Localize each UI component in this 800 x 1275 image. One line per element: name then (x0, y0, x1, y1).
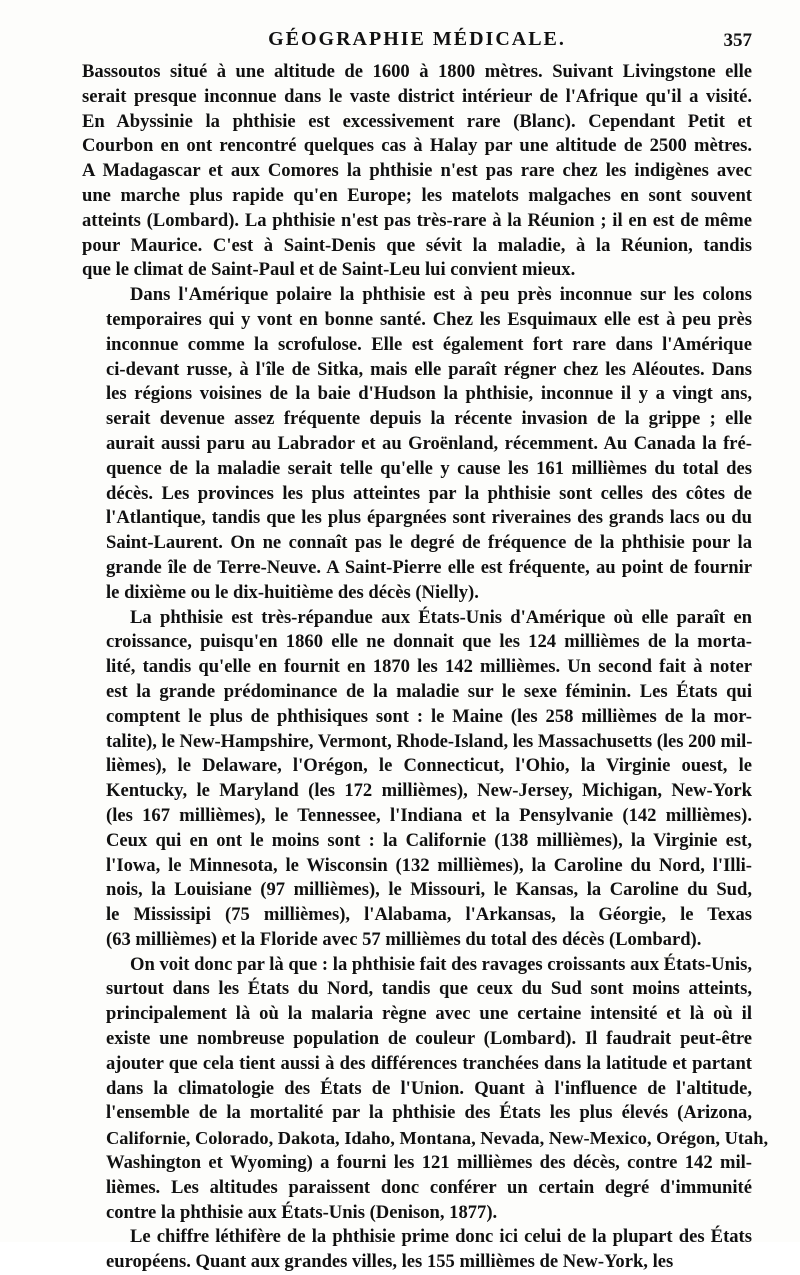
text-line: décès. Les provinces les plus atteintes par la phthisie sont celles des côtes de (106, 482, 752, 504)
paragraph (82, 606, 752, 953)
text-line: serait presque inconnue dans le vaste district intérieur de l'Afrique qu'il a visité. (82, 85, 752, 107)
text-line: l'ensemble de la mortalité par la phthisie des États les plus élevés (Arizona, (106, 1102, 752, 1124)
text-line: une marche plus rapide qu'en Europe; les matelots malgaches en sont souvent (82, 184, 752, 206)
text-line: le Mississipi (75 millièmes), l'Alabama, l'Arkansas, la Géorgie, le Texas (106, 904, 752, 926)
text-line: principalement là où la malaria règne avec une certaine intensité et là où il (106, 1003, 752, 1025)
text-line: La phthisie est très-répandue aux États-Unis d'Amérique où elle paraît en (130, 606, 752, 628)
text-line: lièmes), le Delaware, l'Orégon, le Connecticut, l'Ohio, la Virginie ouest, le (106, 755, 752, 777)
text-line: dans la climatologie des États de l'Union. Quant à l'influence de l'altitude, (106, 1077, 752, 1099)
text-line: lité, tandis qu'elle en fournit en 1870 les 142 millièmes. Un second fait à noter (106, 656, 752, 678)
text-line: est la grande prédominance de la maladie sur le sexe féminin. Les États qui (106, 680, 752, 702)
paragraph (82, 283, 752, 605)
text-line: temporaires qui y vont en bonne santé. Chez les Esquimaux elle est à peu près (106, 308, 752, 330)
page-number: 357 (723, 30, 752, 51)
text-line: ajouter que cela tient aussi à des différences tranchées dans la latitude et partant (106, 1052, 752, 1074)
text-line: lièmes. Les altitudes paraissent donc conférer un certain degré d'immunité (106, 1176, 752, 1198)
text-line: le dixième ou le dix-huitième des décès (Nielly). (106, 581, 479, 603)
text-line: ci-devant russe, à l'île de Sitka, mais elle paraît régner chez les Aléoutes. Dans (106, 358, 752, 380)
text-line: aurait aussi paru au Labrador et au Groënland, récemment. Au Canada la fré- (106, 432, 752, 454)
text-line: contre la phthisie aux États-Unis (Denison, 1877). (106, 1201, 498, 1223)
text-line: (les 167 millièmes), le Tennessee, l'Indiana et la Pensylvanie (142 millièmes). (106, 804, 752, 826)
text-line: (63 millièmes) et la Floride avec 57 millièmes du total des décès (Lombard). (106, 928, 702, 950)
text-line: On voit donc par là que : la phthisie fait des ravages croissants aux États-Unis, (130, 953, 752, 975)
paragraph (82, 953, 769, 1226)
text-line: serait devenue assez fréquente depuis la récente invasion de la grippe ; elle (106, 408, 752, 430)
text-line: Saint-Laurent. On ne connaît pas le degré de fréquence de la phthisie pour la (106, 532, 752, 554)
text-line: les régions voisines de la baie d'Hudson la phthisie, inconnue il y a vingt ans, (106, 383, 752, 405)
text-line: Bassoutos situé à une altitude de 1600 à 1800 mètres. Suivant Livingstone elle (82, 61, 752, 82)
text-line: pour Maurice. C'est à Saint-Denis que sévit la maladie, à la Réunion, tandis (82, 234, 752, 256)
text-line: talite), le New-Hampshire, Vermont, Rhode-Island, les Massachusetts (les 200 mil- (106, 730, 753, 752)
text-line: Californie, Colorado, Dakota, Idaho, Montana, Nevada, New-Mexico, Orégon, Utah, (106, 1128, 769, 1149)
body-text (82, 60, 769, 1275)
text-line: Dans l'Amérique polaire la phthisie est à peu près inconnue sur les colons (130, 284, 752, 306)
text-line: Le chiffre léthifère de la phthisie prime donc ici celui de la plupart des États (130, 1226, 752, 1248)
text-line: Ceux qui en ont le moins sont : la Californie (138 millièmes), la Virginie est, (106, 829, 752, 851)
text-line: quence de la maladie serait telle qu'elle y cause les 161 millièmes du total des (106, 457, 752, 479)
text-line: l'Atlantique, tandis que les plus épargnées sont riveraines des grands lacs ou du (106, 507, 752, 529)
running-title: GÉOGRAPHIE MÉDICALE. (268, 28, 566, 50)
text-line: inconnue comme la scrofulose. Elle est également fort rare dans l'Amérique (106, 333, 752, 355)
paragraph (82, 60, 752, 283)
text-line: Washington et Wyoming) a fourni les 121 millièmes des décès, contre 142 mil- (106, 1152, 752, 1174)
text-line: Courbon en ont rencontré quelques cas à Halay par une altitude de 2500 mètres. (82, 135, 752, 157)
text-line: l'Iowa, le Minnesota, le Wisconsin (132 millièmes), la Caroline du Nord, l'Illi- (106, 854, 752, 876)
text-line: que le climat de Saint-Paul et de Saint-Leu lui convient mieux. (82, 259, 576, 281)
paragraph (82, 1225, 752, 1275)
text-line: En Abyssinie la phthisie est excessivement rare (Blanc). Cependant Petit et (82, 110, 752, 132)
text-line: atteints (Lombard). La phthisie n'est pas très-rare à la Réunion ; il en est de même (82, 209, 752, 231)
text-line: croissance, puisqu'en 1860 elle ne donnait que les 124 millièmes de la morta- (106, 631, 752, 653)
text-line: existe une nombreuse population de couleur (Lombard). Il faudrait peut-être (106, 1028, 752, 1050)
text-line: surtout dans les États du Nord, tandis que ceux du Sud sont moins atteints, (106, 978, 752, 1000)
text-line: Kentucky, le Maryland (les 172 millièmes), New-Jersey, Michigan, New-York (106, 780, 752, 802)
text-line: A Madagascar et aux Comores la phthisie n'est pas rare chez les indigènes avec (82, 160, 752, 182)
text-line: grande île de Terre-Neuve. A Saint-Pierre elle est fréquente, au point de fournir (106, 556, 752, 578)
text-line: comptent le plus de phthisiques sont : le Maine (les 258 millièmes de la mor- (106, 705, 752, 727)
text-line: européens. Quant aux grandes villes, les 155 millièmes de New-York, les (106, 1251, 674, 1273)
page-header (82, 28, 752, 58)
text-line: nois, la Louisiane (97 millièmes), le Missouri, le Kansas, la Caroline du Sud, (106, 879, 752, 901)
